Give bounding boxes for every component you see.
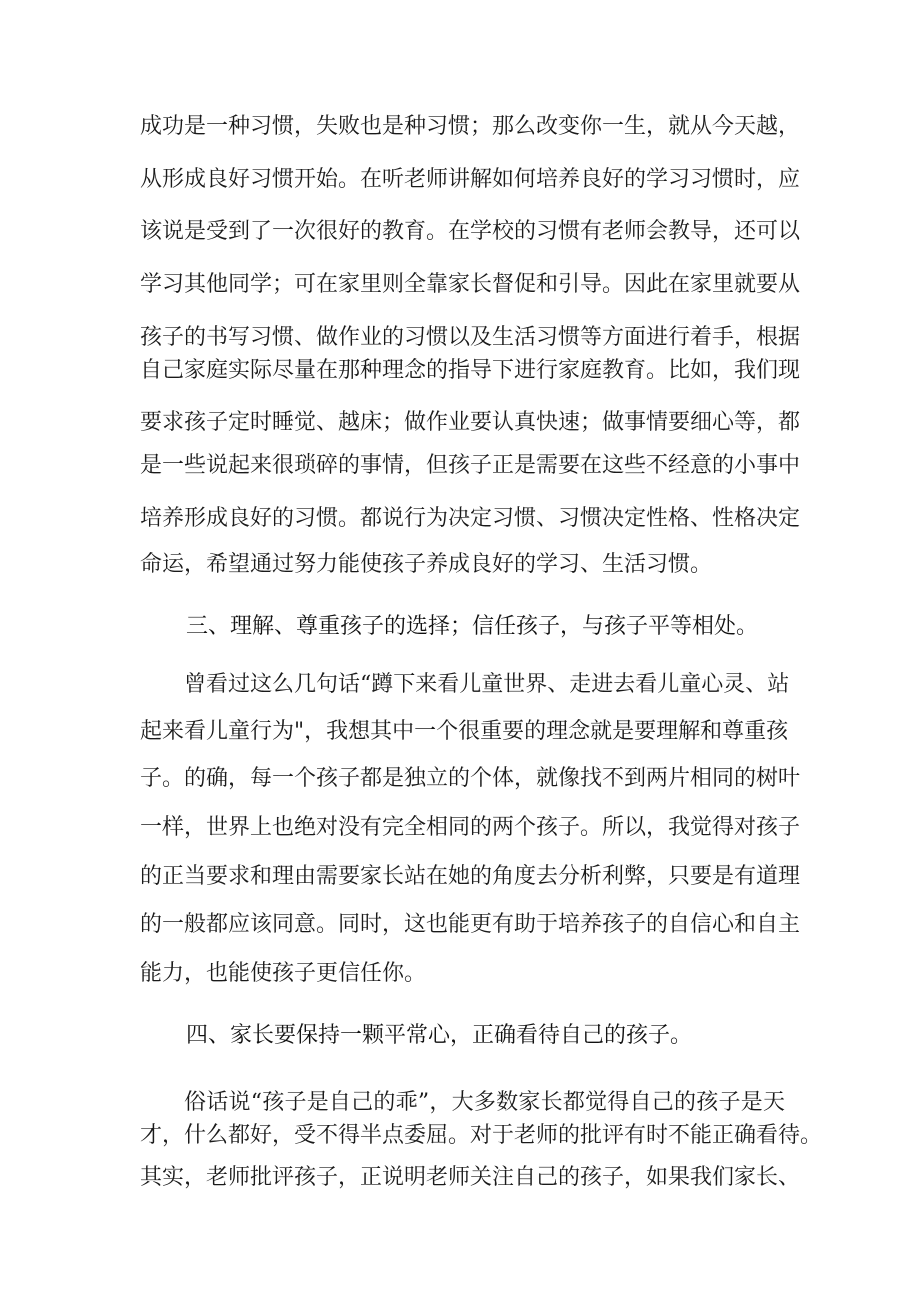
paragraph-line: 培养形成良好的习惯。都说行为决定习惯、习惯决定性格、性格决定 xyxy=(140,506,801,531)
paragraph-line: 孩子的书写习惯、做作业的习惯以及生活习惯等方面进行着手，根据 xyxy=(140,325,801,350)
paragraph-line: 的一般都应该同意。同时，这也能更有助于培养孩子的自信心和自主 xyxy=(140,912,801,937)
paragraph-line: 子。的确，每一个孩子都是独立的个体，就像找不到两片相同的树叶 xyxy=(140,766,801,791)
paragraph-line: 要求孩子定时睡觉、越床；做作业要认真快速；做事情要细心等，都 xyxy=(140,410,801,435)
paragraph-line: 俗话说“孩子是自己的乖”，大多数家长都觉得自己的孩子是天 xyxy=(184,1090,785,1115)
paragraph-line: 曾看过这么几句话“蹲下来看儿童世界、走进去看儿童心灵、站 xyxy=(184,672,790,697)
paragraph-line: 成功是一种习惯，失败也是种习惯；那么改变你一生，就从今天越， xyxy=(140,114,801,139)
paragraph-line: 从形成良好习惯开始。在听老师讲解如何培养良好的学习习惯时，应 xyxy=(140,167,801,192)
paragraph-line: 该说是受到了一次很好的教育。在学校的习惯有老师会教导，还可以 xyxy=(140,219,801,244)
paragraph-line: 命运，希望通过努力能使孩子养成良好的学习、生活习惯。 xyxy=(140,552,713,577)
section-heading: 三、理解、尊重孩子的选择；信任孩子，与孩子平等相处。 xyxy=(186,614,759,639)
paragraph-line: 一样，世界上也绝对没有完全相同的两个孩子。所以，我觉得对孩子 xyxy=(140,815,801,840)
paragraph-line: 才，什么都好，受不得半点委屈。对于老师的批评有时不能正确看待。 xyxy=(140,1123,823,1148)
paragraph-line: 的正当要求和理由需要家长站在她的角度去分析利弊，只要是有道理 xyxy=(140,864,801,889)
paragraph-line: 能力，也能使孩子更信任你。 xyxy=(140,961,427,986)
section-heading: 四、家长要保持一颗平常心，正确看待自己的孩子。 xyxy=(186,1023,693,1048)
paragraph-line: 是一些说起来很琐碎的事情，但孩子正是需要在这些不经意的小事中 xyxy=(140,453,801,478)
paragraph-line: 其实，老师批评孩子，正说明老师关注自己的孩子，如果我们家长、 xyxy=(140,1165,801,1190)
paragraph-line: 起来看儿童行为"，我想其中一个很重要的理念就是要理解和尊重孩 xyxy=(140,719,789,744)
paragraph-line: 学习其他同学；可在家里则全靠家长督促和引导。因此在家里就要从 xyxy=(140,272,801,297)
paragraph-line: 自己家庭实际尽量在那种理念的指导下进行家庭教育。比如，我们现 xyxy=(140,358,801,383)
